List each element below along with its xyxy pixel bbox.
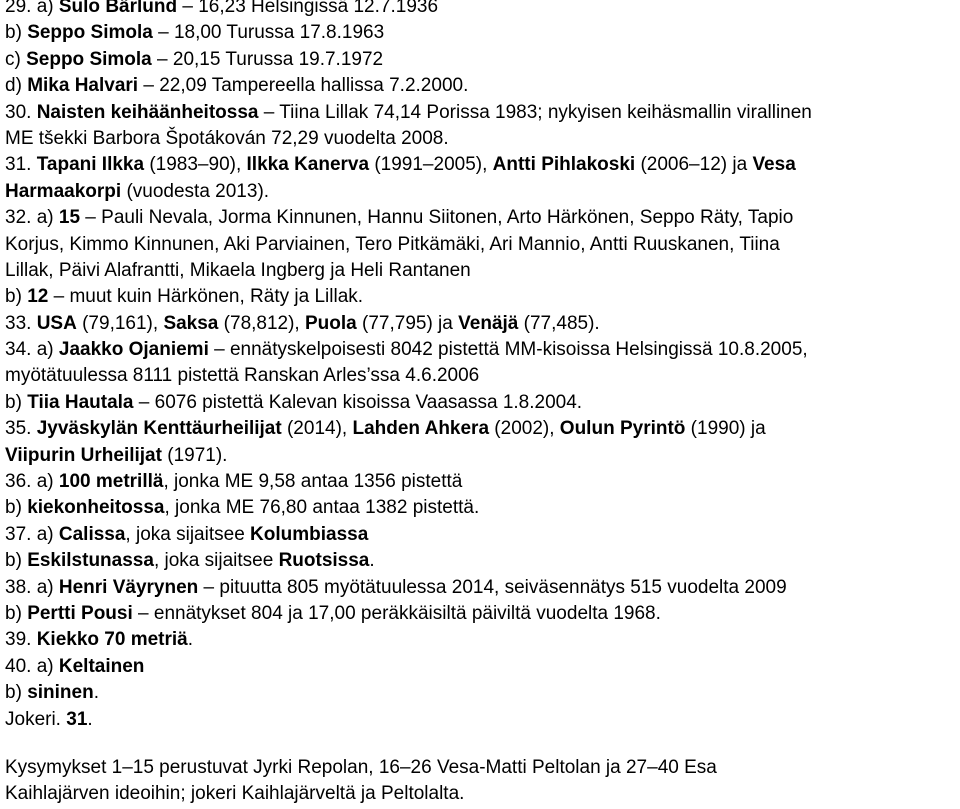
bold-answer: Tiia Hautala bbox=[27, 391, 134, 413]
text-line bbox=[5, 258, 960, 284]
text-run: 32. a) bbox=[5, 207, 59, 229]
text-run: , jonka ME 9,58 antaa 1356 pistettä bbox=[163, 471, 463, 493]
text-line bbox=[5, 337, 960, 363]
text-run: b) bbox=[5, 550, 28, 572]
text-run: Korjus, Kimmo Kinnunen, Aki Parviainen, Tero Pitkämäki, Ari Mannio, Antti Ruuskanen, Tiina bbox=[5, 233, 780, 255]
text-run: (vuodesta 2013). bbox=[121, 180, 270, 202]
bold-answer: Lahden Ahkera bbox=[352, 418, 490, 440]
text-line bbox=[5, 126, 960, 152]
text-run: myötätuulessa 8111 pistettä Ranskan Arles’ssa 4.6.2006 bbox=[5, 365, 480, 387]
text-line bbox=[5, 781, 960, 807]
text-run: – 18,00 Turussa 17.8.1963 bbox=[152, 22, 385, 44]
text-run: 39. bbox=[5, 629, 37, 651]
text-line bbox=[5, 627, 960, 653]
text-line bbox=[5, 311, 960, 337]
text-run: 40. a) bbox=[5, 655, 59, 677]
text-line bbox=[5, 680, 960, 706]
bold-answer: Keltainen bbox=[58, 655, 145, 677]
text-line bbox=[5, 20, 960, 46]
text-line bbox=[5, 443, 960, 469]
text-line bbox=[5, 179, 960, 205]
text-run: b) bbox=[5, 22, 28, 44]
bold-answer: Henri Väyrynen bbox=[58, 576, 199, 598]
text-run: (2002), bbox=[489, 418, 560, 440]
text-run: – muut kuin Härkönen, Räty ja Lillak. bbox=[48, 286, 364, 308]
text-run: b) bbox=[5, 497, 28, 519]
text-run: , joka sijaitsee bbox=[125, 523, 251, 545]
bold-answer: Tapani Ilkka bbox=[36, 154, 145, 176]
text-run: – ennätyskelpoisesti 8042 pistettä MM-kisoissa Helsingissä 10.8.2005, bbox=[208, 339, 808, 361]
text-run: ME tšekki Barbora Špotákován 72,29 vuodelta 2008. bbox=[5, 127, 449, 149]
text-run: . bbox=[369, 550, 375, 572]
text-line bbox=[5, 284, 960, 310]
bold-answer: Jaakko Ojaniemi bbox=[58, 339, 209, 361]
bold-answer: Seppo Simola bbox=[26, 48, 152, 70]
bold-answer: Sulo Bärlund bbox=[58, 0, 178, 17]
text-run: – pituutta 805 myötätuulessa 2014, seiväsennätys 515 vuodelta 2009 bbox=[198, 576, 787, 598]
text-run: Lillak, Päivi Alafrantti, Mikaela Ingberg ja Heli Rantanen bbox=[5, 259, 471, 281]
text-line bbox=[5, 205, 960, 231]
text-run: 36. a) bbox=[5, 471, 59, 493]
text-line bbox=[5, 707, 960, 733]
text-run: 30. bbox=[5, 101, 37, 123]
text-line bbox=[5, 548, 960, 574]
text-run: (1971). bbox=[161, 444, 228, 466]
text-run: 31. bbox=[5, 154, 37, 176]
text-line bbox=[5, 575, 960, 601]
bold-answer: Ilkka Kanerva bbox=[246, 154, 370, 176]
bold-answer: Ruotsissa bbox=[278, 550, 370, 572]
text-run: – Pauli Nevala, Jorma Kinnunen, Hannu Siitonen, Arto Härkönen, Seppo Räty, Tapio bbox=[80, 207, 794, 229]
text-run: (2006–12) ja bbox=[635, 154, 753, 176]
text-run: – ennätykset 804 ja 17,00 peräkkäisiltä päiviltä vuodelta 1968. bbox=[132, 602, 661, 624]
text-line bbox=[5, 654, 960, 680]
text-line bbox=[5, 47, 960, 73]
bold-answer: Saksa bbox=[163, 312, 219, 334]
text-run: 35. bbox=[5, 418, 37, 440]
text-run: (1991–2005), bbox=[369, 154, 493, 176]
bold-answer: Naisten keihäänheitossa bbox=[36, 101, 259, 123]
text-run: (79,161), bbox=[76, 312, 164, 334]
text-line bbox=[5, 152, 960, 178]
bold-answer: Puola bbox=[305, 312, 357, 334]
text-run: – 16,23 Helsingissä 12.7.1936 bbox=[177, 0, 439, 17]
bold-answer: 100 metrillä bbox=[58, 471, 164, 493]
text-run: d) bbox=[5, 75, 28, 97]
text-run: (2014), bbox=[281, 418, 353, 440]
bold-answer: Viipurin Urheilijat bbox=[5, 444, 162, 466]
text-line bbox=[5, 73, 960, 99]
text-line bbox=[5, 522, 960, 548]
text-line bbox=[5, 755, 960, 781]
text-run: Kysymykset 1–15 perustuvat Jyrki Repolan, 16–26 Vesa-Matti Peltolan ja 27–40 Esa bbox=[5, 756, 717, 778]
text-run: . bbox=[87, 708, 93, 730]
text-run: 29. a) bbox=[5, 0, 59, 17]
bold-answer: Antti Pihlakoski bbox=[492, 154, 636, 176]
bold-answer: Oulun Pyrintö bbox=[559, 418, 686, 440]
bold-answer: Vesa bbox=[752, 154, 796, 176]
text-run: 33. bbox=[5, 312, 37, 334]
text-run: (1990) ja bbox=[685, 418, 766, 440]
bold-answer: sininen bbox=[27, 682, 94, 704]
text-line bbox=[5, 469, 960, 495]
text-run: , jonka ME 76,80 antaa 1382 pistettä. bbox=[164, 497, 480, 519]
bold-answer: 15 bbox=[58, 207, 81, 229]
text-line bbox=[5, 232, 960, 258]
bold-answer: Harmaakorpi bbox=[5, 180, 122, 202]
text-run: . bbox=[93, 682, 99, 704]
bold-answer: USA bbox=[36, 312, 77, 334]
text-run: – Tiina Lillak 74,14 Porissa 1983; nykyisen keihäsmallin virallinen bbox=[258, 101, 812, 123]
text-run: (1983–90), bbox=[144, 154, 247, 176]
bold-answer: Calissa bbox=[58, 523, 126, 545]
text-line bbox=[5, 390, 960, 416]
bold-answer: Pertti Pousi bbox=[27, 602, 133, 624]
text-run: b) bbox=[5, 286, 28, 308]
text-run: – 22,09 Tampereella hallissa 7.2.2000. bbox=[138, 75, 469, 97]
text-run: 38. a) bbox=[5, 576, 59, 598]
text-run: 34. a) bbox=[5, 339, 59, 361]
text-run: (78,812), bbox=[218, 312, 305, 334]
bold-answer: Kolumbiassa bbox=[250, 523, 369, 545]
text-run: Jokeri. bbox=[5, 708, 67, 730]
text-line bbox=[5, 416, 960, 442]
text-run: – 6076 pistettä Kalevan kisoissa Vaasassa 1.8.2004. bbox=[133, 391, 583, 413]
text-run: (77,485). bbox=[518, 312, 600, 334]
text-run: 37. a) bbox=[5, 523, 59, 545]
text-line bbox=[5, 0, 960, 20]
text-run: c) bbox=[5, 48, 27, 70]
text-line bbox=[5, 495, 960, 521]
text-run: Kaihlajärven ideoihin; jokeri Kaihlajärveltä ja Peltolalta. bbox=[5, 783, 465, 805]
text-line bbox=[5, 601, 960, 627]
bold-answer: Eskilstunassa bbox=[27, 550, 154, 572]
text-run: , joka sijaitsee bbox=[153, 550, 279, 572]
text-run: (77,795) ja bbox=[356, 312, 459, 334]
text-line bbox=[5, 100, 960, 126]
bold-answer: Kiekko 70 metriä bbox=[36, 629, 188, 651]
text-run: – 20,15 Turussa 19.7.1972 bbox=[151, 48, 384, 70]
bold-answer: 12 bbox=[27, 286, 49, 308]
bold-answer: Mika Halvari bbox=[27, 75, 139, 97]
bold-answer: Seppo Simola bbox=[27, 22, 153, 44]
text-run: b) bbox=[5, 391, 28, 413]
bold-answer: Venäjä bbox=[458, 312, 519, 334]
bold-answer: 31 bbox=[66, 708, 88, 730]
bold-answer: kiekonheitossa bbox=[27, 497, 165, 519]
text-run: b) bbox=[5, 682, 28, 704]
text-line bbox=[5, 363, 960, 389]
bold-answer: Jyväskylän Kenttäurheilijat bbox=[36, 418, 282, 440]
text-run: b) bbox=[5, 602, 28, 624]
text-run: . bbox=[187, 629, 194, 651]
